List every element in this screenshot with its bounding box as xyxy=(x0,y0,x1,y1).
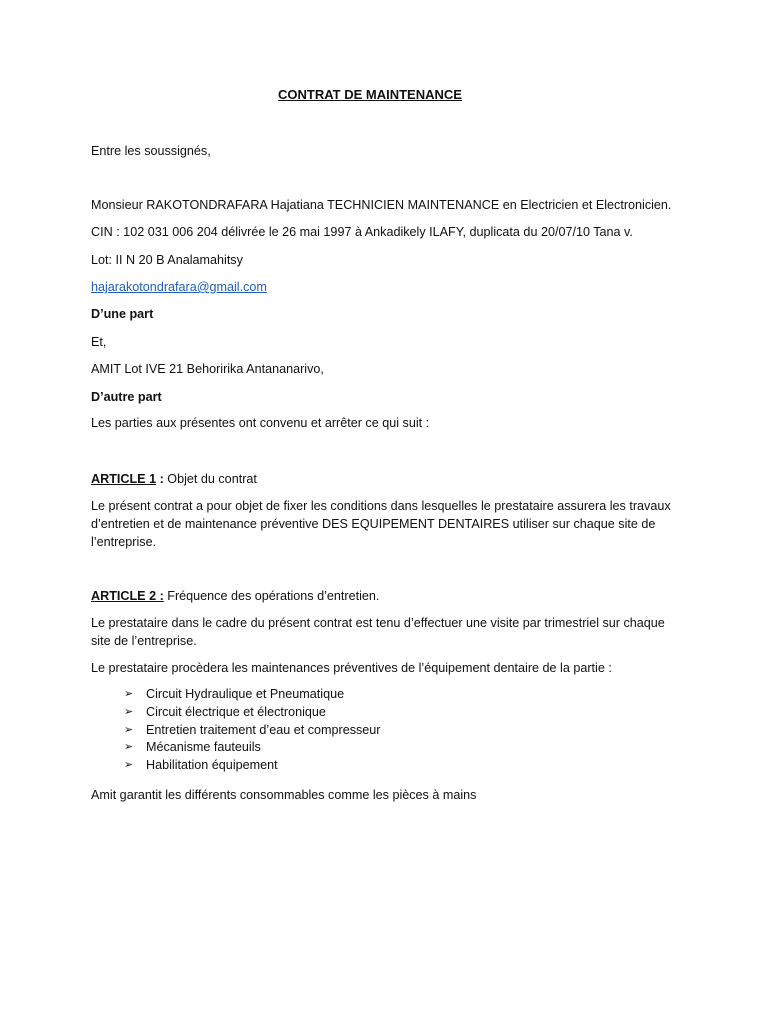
list-item xyxy=(124,722,381,740)
connector-line: Et, xyxy=(91,335,107,349)
list-item-text: Circuit électrique et électronique xyxy=(146,704,326,719)
article1-heading-text: Objet du contrat xyxy=(167,472,257,486)
party1-name-line: Monsieur RAKOTONDRAFARA Hajatiana TECHNICIEN MAINTENANCE en Electricien et Electronicien. xyxy=(91,198,672,212)
party1-email-link[interactable]: hajarakotondrafara@gmail.com xyxy=(91,280,267,294)
list-item xyxy=(124,686,381,704)
list-item xyxy=(124,704,381,722)
intro-line: Entre les soussignés, xyxy=(91,144,211,158)
article2-body2: Le prestataire procèdera les maintenances préventives de l’équipement dentaire de la partie : xyxy=(91,661,612,675)
arrow-bullet-icon: ➢ xyxy=(124,688,134,700)
list-item xyxy=(124,739,381,757)
list-item-text: Habilitation équipement xyxy=(146,758,278,773)
list-item xyxy=(124,757,381,775)
arrow-bullet-icon: ➢ xyxy=(124,705,134,718)
party1-address-line: Lot: II N 20 B Analamahitsy xyxy=(91,253,243,267)
article1-separator: : xyxy=(156,472,168,486)
article2-label: ARTICLE 2 : xyxy=(91,589,164,603)
party1-label: D’une part xyxy=(91,307,154,321)
article2-closing: Amit garantit les différents consommables comme les pièces à mains xyxy=(91,788,477,802)
list-item-text: Entretien traitement d’eau et compresseur xyxy=(146,722,381,737)
arrow-bullet-icon: ➢ xyxy=(124,759,134,772)
arrow-bullet-icon: ➢ xyxy=(124,741,134,754)
article1-heading xyxy=(91,470,257,488)
party1-cin-line: CIN : 102 031 006 204 délivrée le 26 mai 1997 à Ankadikely ILAFY, duplicata du 20/07/10 Tana v. xyxy=(91,225,633,239)
maintenance-list xyxy=(124,686,381,775)
article2-body1: Le prestataire dans le cadre du présent contrat est tenu d’effectuer une visite par trimestriel sur chaque site de l’entreprise. xyxy=(91,616,665,648)
agreement-line: Les parties aux présentes ont convenu et arrêter ce qui suit : xyxy=(91,416,430,430)
article1-label: ARTICLE 1 xyxy=(91,472,157,486)
arrow-bullet-icon: ➢ xyxy=(124,723,134,736)
party2-name-line: AMIT Lot IVE 21 Behoririka Antananarivo, xyxy=(91,362,324,376)
list-item-text: Mécanisme fauteuils xyxy=(146,740,261,755)
party2-label: D’autre part xyxy=(91,390,162,404)
document-title: CONTRAT DE MAINTENANCE xyxy=(278,87,462,102)
article2-heading-text: Fréquence des opérations d’entretien. xyxy=(163,589,380,603)
article2-heading xyxy=(91,587,379,605)
list-item-text: Circuit Hydraulique et Pneumatique xyxy=(146,687,345,701)
article1-body: Le présent contrat a pour objet de fixer les conditions dans lesquelles le prestataire assurera les travaux d’entretien et de maintenance préventive DES EQUIPEMENT DENTAIRES utiliser sur chaque site de l’entreprise. xyxy=(91,499,671,549)
